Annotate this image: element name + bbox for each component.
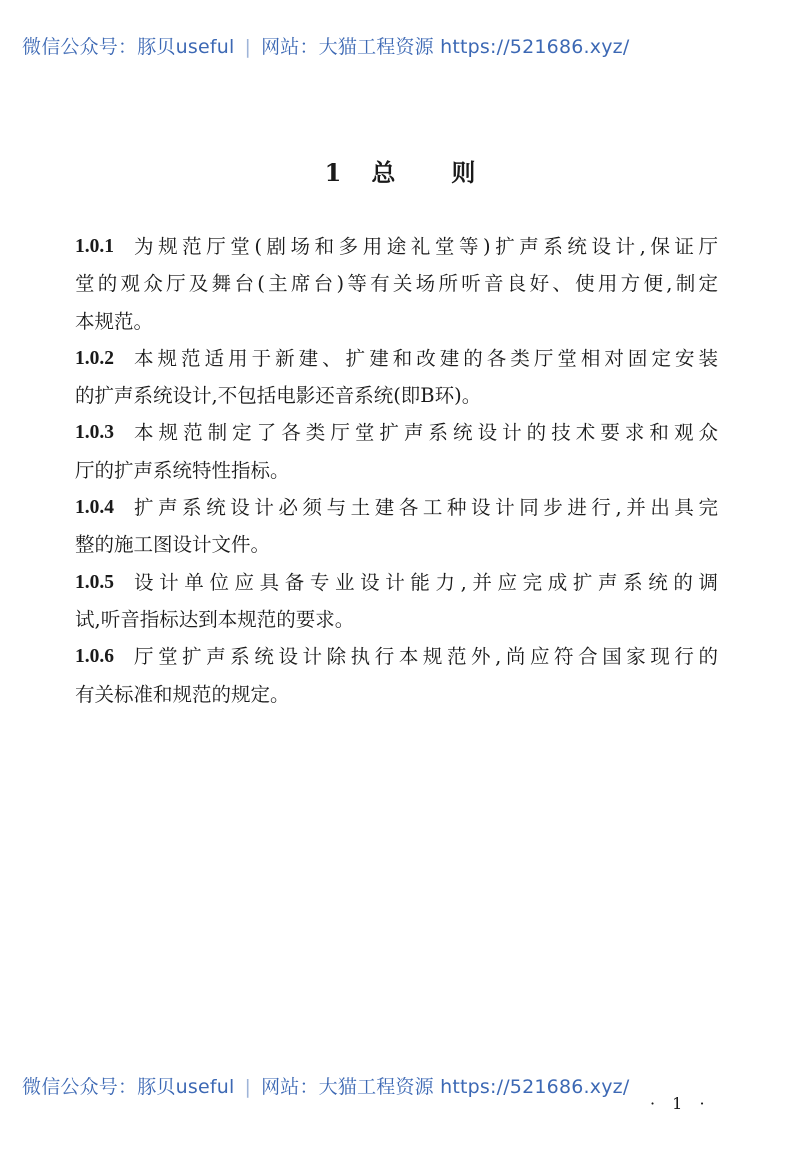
clause-line xyxy=(75,493,718,530)
watermark-separator: | xyxy=(244,36,252,58)
clause-line xyxy=(75,605,718,642)
watermark-account: 微信公众号：豚贝useful xyxy=(22,36,235,58)
clause-line xyxy=(75,680,718,717)
clause-number: 1.0.6 xyxy=(75,646,114,668)
chapter-title-char: 则 xyxy=(451,158,476,187)
clause-number: 1.0.4 xyxy=(75,497,114,519)
watermark-separator: | xyxy=(244,1076,252,1098)
clause-number: 1.0.5 xyxy=(75,571,114,593)
chapter-number: 1 xyxy=(324,158,342,187)
clause-line xyxy=(75,307,718,344)
watermark-footer xyxy=(22,1072,629,1099)
clause-line xyxy=(75,418,718,455)
watermark-account: 微信公众号：豚贝useful xyxy=(22,1076,235,1098)
clause-text: 厅堂扩声系统设计除执行本规范外,尚应符合国家现行的 xyxy=(134,645,718,669)
clause-line xyxy=(75,344,718,381)
clause-line xyxy=(75,232,718,269)
watermark-header xyxy=(22,32,629,59)
clause-text: 有关标准和规范的规定。 xyxy=(75,682,290,706)
clause-line xyxy=(75,381,718,418)
clause-text: 堂的观众厅及舞台(主席台)等有关场所听音良好、使用方便,制定 xyxy=(75,272,718,296)
clause-text: 本规范制定了各类厅堂扩声系统设计的技术要求和观众 xyxy=(134,421,718,445)
clause-text: 整的施工图设计文件。 xyxy=(75,533,271,557)
clause-text: 本规范适用于新建、扩建和改建的各类厅堂相对固定安装 xyxy=(134,346,718,370)
clause-line xyxy=(75,642,718,679)
watermark-website: 网站：大猫工程资源 https://521686.xyz/ xyxy=(261,36,630,58)
clause-list xyxy=(75,232,718,717)
clause-text: 为规范厅堂(剧场和多用途礼堂等)扩声系统设计,保证厅 xyxy=(134,235,718,258)
clause-text: 本规范。 xyxy=(75,309,154,333)
clause-number: 1.0.2 xyxy=(75,347,114,369)
clause-line xyxy=(75,530,718,567)
page-number: · 1 · xyxy=(650,1094,711,1113)
clause-number: 1.0.3 xyxy=(75,422,114,444)
clause-line xyxy=(75,269,718,306)
clause-text: 试,听音指标达到本规范的要求。 xyxy=(75,607,355,631)
clause-number: 1.0.1 xyxy=(75,236,114,257)
clause-text: 厅的扩声系统特性指标。 xyxy=(75,458,290,482)
chapter-title xyxy=(0,153,800,188)
clause-line xyxy=(75,456,718,493)
watermark-website: 网站：大猫工程资源 https://521686.xyz/ xyxy=(261,1076,630,1098)
clause-text: 扩声系统设计必须与土建各工种设计同步进行,并出具完 xyxy=(134,496,718,520)
chapter-title-char: 总 xyxy=(371,158,396,187)
clause-text: 设计单位应具备专业设计能力,并应完成扩声系统的调 xyxy=(134,570,718,594)
clause-text: 的扩声系统设计,不包括电影还音系统(即B环)。 xyxy=(75,384,482,408)
clause-line xyxy=(75,568,718,605)
